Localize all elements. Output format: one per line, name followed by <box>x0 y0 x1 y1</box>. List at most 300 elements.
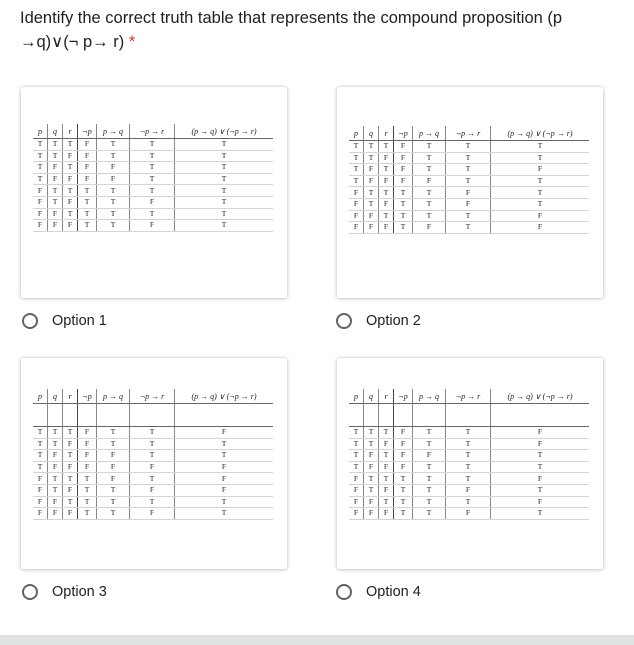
truth-table-cell: T <box>394 473 413 485</box>
truth-table-cell: F <box>394 450 413 462</box>
truth-table-cell: T <box>78 185 97 197</box>
truth-table-header: ¬p <box>78 389 97 404</box>
truth-table-cell: T <box>379 141 394 153</box>
option-1-choice[interactable] <box>22 313 107 329</box>
question-text: Identify the correct truth table that represents the compound proposition (p →q)∨(¬ p→ r) <box>20 9 563 51</box>
truth-table-cell: T <box>97 508 130 520</box>
truth-table-cell: F <box>130 196 175 208</box>
truth-table-cell: T <box>63 185 78 197</box>
truth-table-cell: T <box>97 139 130 151</box>
truth-table-cell: T <box>78 473 97 485</box>
table-row <box>33 461 273 473</box>
truth-table-spacer <box>33 404 273 427</box>
truth-table-cell: F <box>130 508 175 520</box>
truth-table-cell: F <box>33 473 48 485</box>
truth-table-cell: T <box>364 473 379 485</box>
truth-table-cell: T <box>491 508 590 520</box>
truth-table-cell: T <box>446 152 491 164</box>
truth-table-cell: F <box>349 496 364 508</box>
truth-table-cell: T <box>33 461 48 473</box>
truth-table-cell: F <box>48 450 63 462</box>
truth-table-cell: F <box>63 196 78 208</box>
truth-table-header: ¬p <box>78 124 97 139</box>
truth-table-cell: F <box>78 173 97 185</box>
truth-table-header: ¬p → r <box>130 389 175 404</box>
truth-table-cell: T <box>349 141 364 153</box>
truth-table-cell: T <box>175 173 274 185</box>
truth-table-cell: T <box>364 427 379 439</box>
truth-table-cell: F <box>33 484 48 496</box>
truth-table-cell: T <box>413 141 446 153</box>
truth-table-cell: F <box>63 484 78 496</box>
truth-table-cell: T <box>130 450 175 462</box>
truth-table-cell: T <box>413 187 446 199</box>
truth-table-cell: T <box>364 152 379 164</box>
truth-table-cell: T <box>446 164 491 176</box>
truth-table-cell: T <box>413 461 446 473</box>
truth-table-cell: T <box>175 196 274 208</box>
truth-table-cell: T <box>48 484 63 496</box>
truth-table-cell: T <box>349 438 364 450</box>
table-row <box>349 164 589 176</box>
truth-table-cell: F <box>491 222 590 234</box>
truth-table <box>33 389 273 520</box>
truth-table-cell: F <box>394 427 413 439</box>
truth-table-header: ¬p → r <box>446 126 491 141</box>
table-row <box>33 150 273 162</box>
truth-table-cell: T <box>446 175 491 187</box>
truth-table-cell: F <box>413 222 446 234</box>
truth-table-cell: F <box>349 222 364 234</box>
truth-table-cell: F <box>491 164 590 176</box>
truth-table-header: p → q <box>97 389 130 404</box>
table-row <box>349 210 589 222</box>
truth-table-cell: F <box>491 438 590 450</box>
truth-table-cell: T <box>48 438 63 450</box>
truth-table-spacer-cell <box>364 404 379 427</box>
truth-table-cell: T <box>175 450 274 462</box>
truth-table-header: r <box>379 126 394 141</box>
truth-table <box>349 126 589 234</box>
truth-table-cell: F <box>48 208 63 220</box>
truth-table-cell: T <box>446 210 491 222</box>
truth-table-cell: T <box>413 210 446 222</box>
truth-table-cell: F <box>349 187 364 199</box>
truth-table-header: (p → q) ∨ (¬p → r) <box>491 389 590 404</box>
truth-table-header: p <box>349 126 364 141</box>
truth-table-cell: T <box>78 220 97 232</box>
truth-table-cell: T <box>33 162 48 174</box>
truth-table-cell: F <box>379 508 394 520</box>
truth-table-cell: T <box>63 208 78 220</box>
truth-table-cell: T <box>130 473 175 485</box>
truth-table-cell: F <box>364 222 379 234</box>
truth-table-cell: F <box>413 450 446 462</box>
truth-table-cell: F <box>48 173 63 185</box>
truth-table-cell: F <box>364 496 379 508</box>
truth-table-cell: T <box>63 139 78 151</box>
truth-table-cell: T <box>349 450 364 462</box>
truth-table-header: q <box>48 124 63 139</box>
truth-table-cell: T <box>48 139 63 151</box>
table-row <box>33 496 273 508</box>
truth-table-cell: F <box>48 220 63 232</box>
truth-table-cell: F <box>379 198 394 210</box>
option-4-label: Option 4 <box>366 584 421 600</box>
table-row <box>349 438 589 450</box>
truth-table-header: r <box>63 389 78 404</box>
truth-table-spacer-cell <box>175 404 274 427</box>
truth-table-cell: F <box>349 210 364 222</box>
truth-table-cell: F <box>349 473 364 485</box>
truth-table-cell: T <box>364 187 379 199</box>
truth-table-cell: T <box>175 139 274 151</box>
table-row <box>349 175 589 187</box>
truth-table-cell: F <box>78 139 97 151</box>
truth-table-cell: F <box>78 427 97 439</box>
truth-table-cell: F <box>130 461 175 473</box>
truth-table-cell: T <box>48 196 63 208</box>
option-1-radio[interactable] <box>22 313 38 329</box>
table-row <box>349 461 589 473</box>
table-row <box>33 173 273 185</box>
truth-table-header: p <box>33 389 48 404</box>
truth-table-cell: F <box>364 175 379 187</box>
table-row <box>33 185 273 197</box>
option-3-label: Option 3 <box>52 584 107 600</box>
truth-table-cell: T <box>97 427 130 439</box>
truth-table-cell: T <box>33 438 48 450</box>
truth-table-cell: F <box>63 508 78 520</box>
truth-table-cell: T <box>130 438 175 450</box>
table-row <box>349 198 589 210</box>
truth-table-cell: T <box>379 473 394 485</box>
truth-table-cell: T <box>491 141 590 153</box>
truth-table <box>33 124 273 232</box>
table-row <box>349 484 589 496</box>
truth-table-cell: T <box>364 198 379 210</box>
truth-table-header: p → q <box>413 126 446 141</box>
option-2-image-card <box>337 87 603 298</box>
truth-table-cell: T <box>491 187 590 199</box>
truth-table-cell: T <box>130 139 175 151</box>
truth-table-cell: F <box>379 152 394 164</box>
truth-table-cell: T <box>394 496 413 508</box>
truth-table-spacer-cell <box>130 404 175 427</box>
truth-table-cell: F <box>364 164 379 176</box>
truth-table-cell: T <box>413 496 446 508</box>
truth-table-cell: F <box>394 175 413 187</box>
truth-table-cell: F <box>63 173 78 185</box>
truth-table-cell: T <box>130 208 175 220</box>
truth-table-cell: T <box>394 508 413 520</box>
truth-table-cell: F <box>413 175 446 187</box>
truth-table-cell: T <box>97 496 130 508</box>
option-1-label: Option 1 <box>52 313 107 329</box>
truth-table-header: p <box>33 124 48 139</box>
truth-table-cell: T <box>446 141 491 153</box>
truth-table-cell: T <box>175 508 274 520</box>
table-row <box>349 152 589 164</box>
truth-table-cell: T <box>33 139 48 151</box>
option-4-choice[interactable] <box>336 584 421 600</box>
truth-table-spacer-cell <box>33 404 48 427</box>
truth-table-cell: T <box>491 484 590 496</box>
truth-table-cell: T <box>175 496 274 508</box>
truth-table-spacer <box>349 404 589 427</box>
truth-table-cell: T <box>349 164 364 176</box>
truth-table-cell: T <box>446 461 491 473</box>
truth-table-cell: F <box>394 164 413 176</box>
truth-table-cell: T <box>446 450 491 462</box>
truth-table-cell: F <box>364 210 379 222</box>
question-title <box>20 6 620 54</box>
truth-table-cell: F <box>63 438 78 450</box>
truth-table-cell: F <box>97 173 130 185</box>
truth-table-header-row <box>33 389 273 404</box>
truth-table-cell: F <box>63 220 78 232</box>
truth-table-cell: F <box>379 461 394 473</box>
truth-table-cell: F <box>446 187 491 199</box>
truth-table-spacer-cell <box>63 404 78 427</box>
truth-table-cell: T <box>33 427 48 439</box>
truth-table-cell: T <box>491 152 590 164</box>
table-row <box>33 196 273 208</box>
truth-table-cell: T <box>491 461 590 473</box>
table-row <box>33 162 273 174</box>
table-row <box>349 508 589 520</box>
truth-table-cell: T <box>63 162 78 174</box>
truth-table-spacer-cell <box>48 404 63 427</box>
truth-table-cell: T <box>130 162 175 174</box>
truth-table-cell: T <box>413 164 446 176</box>
truth-table-cell: T <box>379 187 394 199</box>
truth-table-cell: T <box>97 196 130 208</box>
truth-table-cell: T <box>33 173 48 185</box>
truth-table-header: q <box>364 126 379 141</box>
truth-table-cell: F <box>394 152 413 164</box>
truth-table-cell: F <box>349 508 364 520</box>
table-row <box>33 484 273 496</box>
truth-table-cell: F <box>48 496 63 508</box>
truth-table-header: q <box>48 389 63 404</box>
truth-table-cell: F <box>394 438 413 450</box>
truth-table-cell: F <box>33 496 48 508</box>
truth-table-spacer-cell <box>78 404 97 427</box>
truth-table-cell: F <box>48 162 63 174</box>
truth-table-cell: T <box>33 150 48 162</box>
truth-table-cell: F <box>130 484 175 496</box>
truth-table-header: ¬p <box>394 126 413 141</box>
option-2-radio[interactable] <box>336 313 352 329</box>
table-row <box>33 220 273 232</box>
truth-table-cell: F <box>33 508 48 520</box>
truth-table-cell: F <box>364 508 379 520</box>
truth-table-header: (p → q) ∨ (¬p → r) <box>175 389 274 404</box>
truth-table-cell: T <box>394 187 413 199</box>
truth-table-cell: F <box>33 196 48 208</box>
truth-table-cell: F <box>379 222 394 234</box>
truth-table-cell: T <box>364 141 379 153</box>
truth-table-cell: T <box>97 185 130 197</box>
truth-table-cell: F <box>394 141 413 153</box>
truth-table-header: ¬p → r <box>130 124 175 139</box>
truth-table-cell: T <box>130 173 175 185</box>
truth-table-header: q <box>364 389 379 404</box>
table-row <box>33 427 273 439</box>
truth-table-cell: F <box>97 473 130 485</box>
truth-table-cell: F <box>491 210 590 222</box>
option-2-choice[interactable] <box>336 313 421 329</box>
truth-table-header: r <box>379 389 394 404</box>
truth-table-cell: T <box>349 175 364 187</box>
truth-table-spacer-cell <box>446 404 491 427</box>
truth-table-cell: F <box>175 461 274 473</box>
truth-table-cell: F <box>446 508 491 520</box>
table-row <box>33 508 273 520</box>
truth-table-cell: T <box>349 427 364 439</box>
truth-table-cell: T <box>446 222 491 234</box>
truth-table-cell: T <box>97 150 130 162</box>
truth-table-cell: F <box>491 473 590 485</box>
truth-table-cell: F <box>48 461 63 473</box>
truth-table-cell: T <box>379 164 394 176</box>
option-3-radio[interactable] <box>22 584 38 600</box>
truth-table-spacer-cell <box>491 404 590 427</box>
truth-table-header: (p → q) ∨ (¬p → r) <box>491 126 590 141</box>
truth-table-cell: F <box>175 484 274 496</box>
truth-table-cell: T <box>394 210 413 222</box>
truth-table-cell: T <box>446 438 491 450</box>
truth-table-cell: T <box>48 427 63 439</box>
truth-table-cell: T <box>394 222 413 234</box>
truth-table-cell: T <box>446 473 491 485</box>
truth-table-cell: T <box>413 473 446 485</box>
truth-table-cell: F <box>491 496 590 508</box>
truth-table-header: (p → q) ∨ (¬p → r) <box>175 124 274 139</box>
option-1-image-card <box>21 87 287 298</box>
truth-table-cell: F <box>175 427 274 439</box>
truth-table-cell: T <box>491 450 590 462</box>
truth-table-cell: F <box>97 461 130 473</box>
truth-table-cell: F <box>33 208 48 220</box>
truth-table-cell: F <box>78 150 97 162</box>
truth-table-cell: T <box>78 484 97 496</box>
table-row <box>349 427 589 439</box>
truth-table-spacer-cell <box>379 404 394 427</box>
table-row <box>349 222 589 234</box>
truth-table-cell: T <box>97 438 130 450</box>
truth-table-cell: T <box>78 208 97 220</box>
table-row <box>33 438 273 450</box>
truth-table-cell: F <box>379 438 394 450</box>
table-row <box>349 473 589 485</box>
truth-table-cell: T <box>175 162 274 174</box>
table-row <box>349 450 589 462</box>
truth-table-cell: F <box>63 150 78 162</box>
truth-table-cell: F <box>394 461 413 473</box>
truth-table-cell: T <box>48 150 63 162</box>
truth-table-cell: F <box>78 461 97 473</box>
truth-table-cell: T <box>491 198 590 210</box>
required-asterisk: * <box>128 33 136 51</box>
truth-table-cell: T <box>97 220 130 232</box>
truth-table-header: ¬p → r <box>446 389 491 404</box>
truth-table-cell: T <box>175 438 274 450</box>
truth-table-cell: T <box>175 150 274 162</box>
truth-table-cell: T <box>48 473 63 485</box>
truth-table-cell: T <box>130 427 175 439</box>
truth-table-header: ¬p <box>394 389 413 404</box>
truth-table-cell: F <box>364 461 379 473</box>
option-4-radio[interactable] <box>336 584 352 600</box>
table-row <box>33 208 273 220</box>
truth-table-header-row <box>349 126 589 141</box>
truth-table-cell: T <box>413 427 446 439</box>
truth-table-cell: T <box>130 185 175 197</box>
table-row <box>33 473 273 485</box>
truth-table-cell: F <box>446 198 491 210</box>
truth-table-cell: T <box>78 196 97 208</box>
truth-table-cell: F <box>446 484 491 496</box>
truth-table-cell: T <box>379 496 394 508</box>
truth-table-cell: F <box>491 427 590 439</box>
truth-table-cell: T <box>349 461 364 473</box>
truth-table-cell: T <box>394 198 413 210</box>
truth-table-cell: T <box>379 427 394 439</box>
table-row <box>349 496 589 508</box>
truth-table-cell: T <box>349 152 364 164</box>
truth-table-header: r <box>63 124 78 139</box>
truth-table-header: p <box>349 389 364 404</box>
truth-table-spacer-cell <box>394 404 413 427</box>
truth-table-cell: T <box>63 450 78 462</box>
truth-table-cell: T <box>175 220 274 232</box>
truth-table-cell: T <box>130 150 175 162</box>
truth-table-cell: F <box>349 484 364 496</box>
truth-table-cell: T <box>394 484 413 496</box>
option-3-choice[interactable] <box>22 584 107 600</box>
truth-table <box>349 389 589 520</box>
truth-table-spacer-cell <box>413 404 446 427</box>
table-row <box>33 139 273 151</box>
truth-table-cell: T <box>446 427 491 439</box>
table-row <box>349 187 589 199</box>
truth-table-cell: T <box>364 484 379 496</box>
truth-table-cell: T <box>491 175 590 187</box>
truth-table-cell: T <box>413 508 446 520</box>
truth-table-cell: T <box>63 473 78 485</box>
option-4-image-card <box>337 358 603 569</box>
table-row <box>349 141 589 153</box>
truth-table-cell: T <box>97 484 130 496</box>
truth-table-cell: F <box>78 438 97 450</box>
truth-table-cell: T <box>413 484 446 496</box>
truth-table-cell: F <box>97 162 130 174</box>
option-3-image-card <box>21 358 287 569</box>
truth-table-cell: T <box>413 198 446 210</box>
truth-table-spacer-cell <box>97 404 130 427</box>
truth-table-cell: F <box>78 450 97 462</box>
truth-table-header: p → q <box>413 389 446 404</box>
truth-table-cell: F <box>364 450 379 462</box>
truth-table-cell: T <box>379 450 394 462</box>
truth-table-cell: T <box>413 152 446 164</box>
table-row <box>33 450 273 462</box>
truth-table-cell: T <box>364 438 379 450</box>
truth-table-cell: T <box>130 496 175 508</box>
page-footer-bar <box>0 635 634 645</box>
